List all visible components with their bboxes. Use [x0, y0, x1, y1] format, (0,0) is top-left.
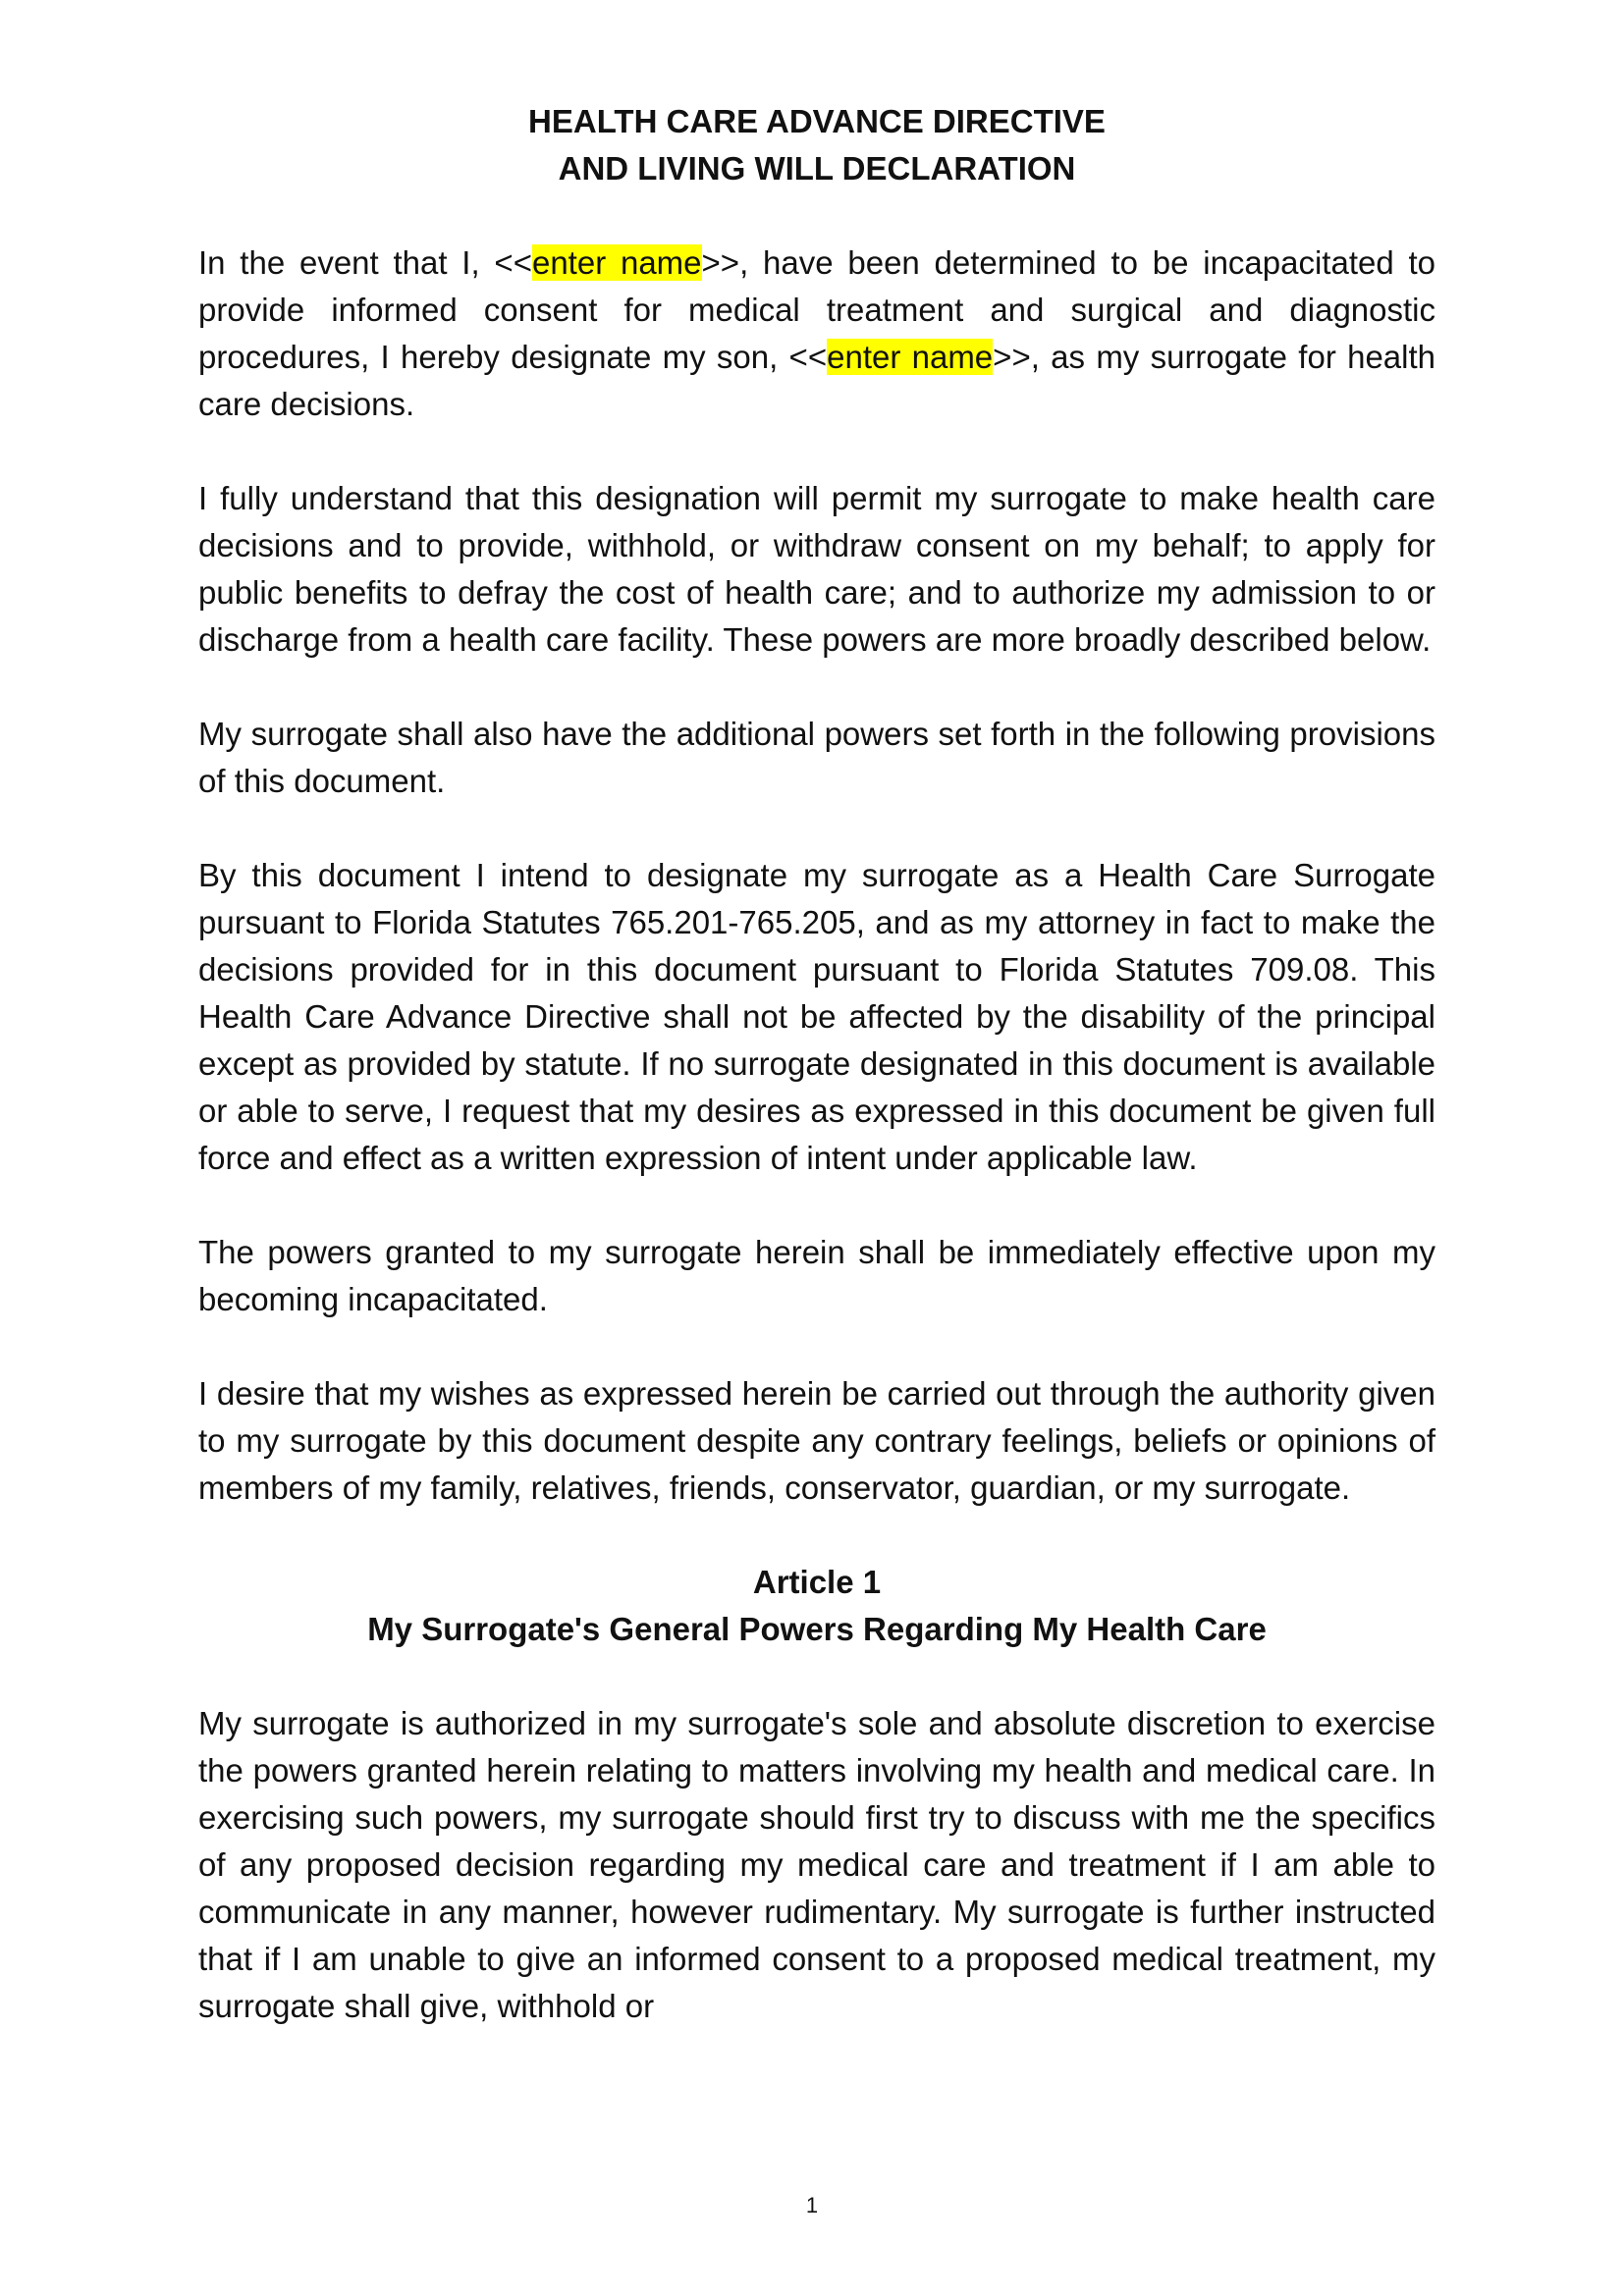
paragraph-designation-understanding: I fully understand that this designation will permit my surrogate to make health care decisions and to provide, withhold, or withdraw consent on my behalf; to apply for public benefits to defray the cost of health care; and to authorize my admission to or discharge from a health care facility. These powers are more broadly described below.: [198, 480, 1435, 658]
paragraph-article-1-general-powers: My surrogate is authorized in my surrogate's sole and absolute discretion to exercise the powers granted herein relating to matters involving my health and medical care. In exercising such powers, my surrogate should first try to discuss with me the specifics of any proposed decision regarding my medical care and treatment if I am able to communicate in any manner, however rudimentary. My surrogate is further instructed that if I am unable to give an informed consent to a proposed medical treatment, my surrogate shall give, withhold or: [198, 1705, 1435, 2024]
page-number: 1: [805, 2193, 819, 2217]
paragraph-effective-upon-incapacity: The powers granted to my surrogate herein shall be immediately effective upon my becoming incapacitated.: [198, 1234, 1435, 1317]
paragraph-wishes-carried-out: I desire that my wishes as expressed herein be carried out through the authority given to my surrogate by this document despite any contrary feelings, beliefs or opinions of members of my family, relatives, friends, conservator, guardian, or my surrogate.: [198, 1375, 1435, 1506]
name-placeholder-son: enter name: [827, 339, 994, 375]
article-1-title: My Surrogate's General Powers Regarding My Health Care: [367, 1611, 1267, 1647]
paragraph-text: >>, have been determined to be incapacitated to provide informed consent for medical treatment and surgical and diagnostic procedures, I hereby designate my son, <<: [198, 244, 1436, 375]
paragraph-surrogate-designation: [198, 240, 1435, 428]
document-title-line-2: AND LIVING WILL DECLARATION: [558, 150, 1076, 187]
document-page: [198, 98, 1435, 2077]
paragraph-statutory-intent: By this document I intend to designate my surrogate as a Health Care Surrogate pursuant to Florida Statutes 765.201-765.205, and as my attorney in fact to make the decisions provided for in this document pursuant to Florida Statutes 709.08. This Health Care Advance Directive shall not be affected by the disability of the principal except as provided by statute. If no surrogate designated in this document is available or able to serve, I request that my desires as expressed in this document be given full force and effect as a written expression of intent under applicable law.: [198, 857, 1435, 1176]
paragraph-text: In the event that I, <<: [198, 244, 532, 281]
paragraph-additional-powers: My surrogate shall also have the additional powers set forth in the following provisions of this document.: [198, 716, 1435, 799]
article-1-number: Article 1: [752, 1564, 882, 1600]
name-placeholder-principal: enter name: [531, 244, 702, 281]
document-title-line-1: HEALTH CARE ADVANCE DIRECTIVE: [528, 103, 1106, 139]
paragraph-text: >>, as my surrogate for health care decisions.: [198, 339, 1436, 422]
